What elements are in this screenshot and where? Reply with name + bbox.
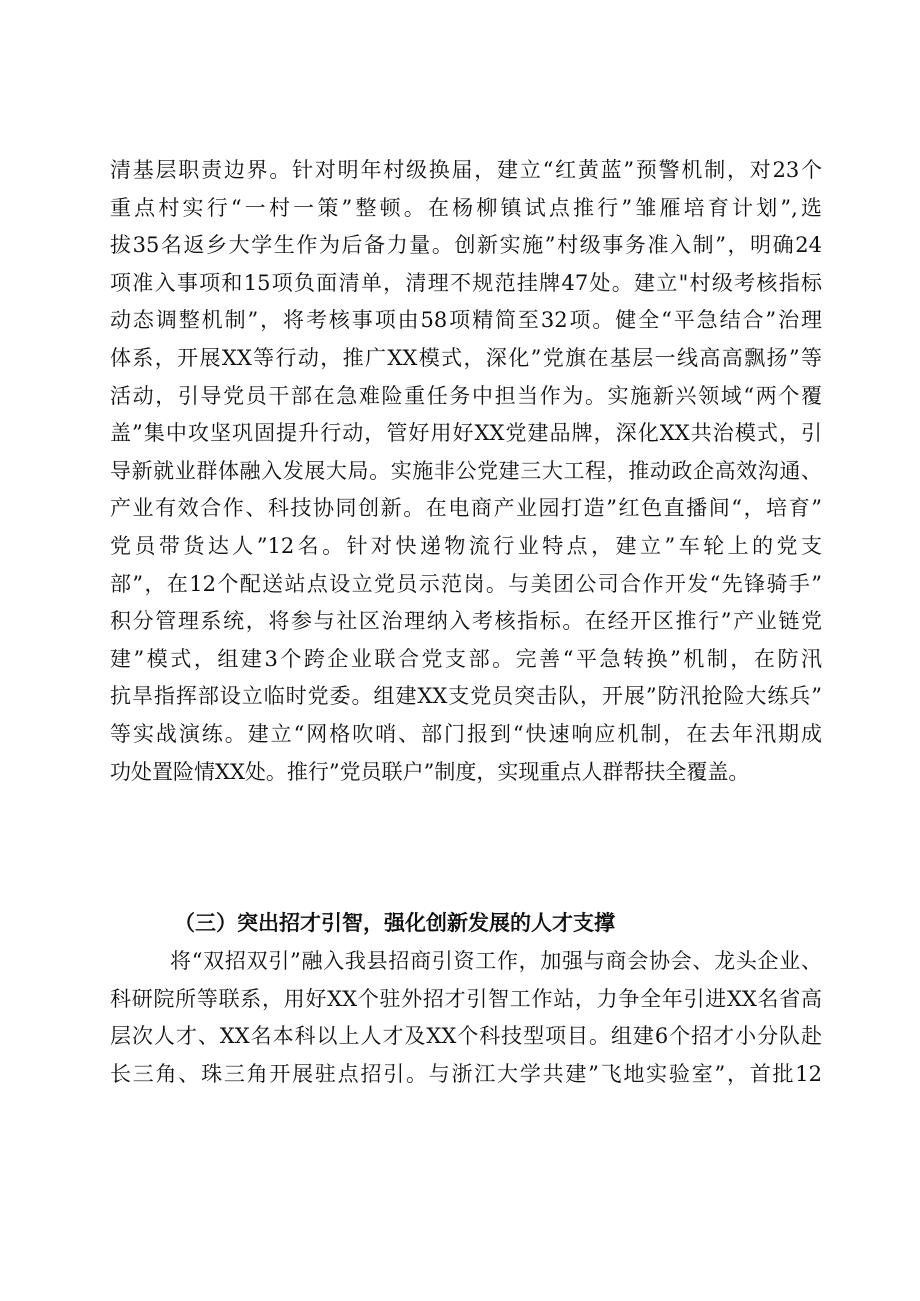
paragraph-1-line: 清基层职责边界。针对明年村级换届，建立“红黄蓝”预警机制，对23个 bbox=[110, 158, 822, 182]
paragraph-1-line: 功处置险情XX处。推行”党员联户”制度，实现重点人群帮扶全覆盖。 bbox=[110, 759, 750, 784]
paragraph-2-line: 层次人才、XX名本科以上人才及XX个科技型项目。组建6个招才小分队赴 bbox=[110, 1024, 822, 1049]
paragraph-2-line: 长三角、珠三角开展驻点招引。与浙江大学共建”飞地实验室”，首批12 bbox=[110, 1061, 822, 1086]
section-heading: （三）突出招才引智，强化创新发展的人才支撑 bbox=[174, 911, 615, 935]
paragraph-1-line: 抗旱指挥部设立临时党委。组建XX支党员突击队，开展”防汛抢险大练兵” bbox=[110, 684, 822, 709]
paragraph-1-line: 活动，引导党员干部在急难险重任务中担当作为。实施新兴领域“两个覆 bbox=[110, 383, 822, 408]
paragraph-2 bbox=[110, 943, 822, 1093]
paragraph-1-line: 拔35名返乡大学生作为后备力量。创新实施”村级事务准入制”，明确24 bbox=[110, 233, 822, 258]
paragraph-1-line: 部”，在12个配送站点设立党员示范岗。与美团公司合作开发“先锋骑手” bbox=[110, 571, 822, 596]
paragraph-2-line: 科研院所等联系，用好XX个驻外招才引智工作站，力争全年引进XX名省高 bbox=[110, 986, 822, 1011]
paragraph-1-line: 盖”集中攻坚巩固提升行动，管好用好XX党建品牌，深化XX共治模式，引 bbox=[110, 421, 822, 446]
paragraph-1-line: 等实战演练。建立“网格吹哨、部门报到“快速响应机制，在去年汛期成 bbox=[110, 721, 822, 746]
paragraph-1-line: 积分管理系统，将参与社区治理纳入考核指标。在经开区推行”产业链党 bbox=[110, 609, 822, 634]
paragraph-1-line: 导新就业群体融入发展大局。实施非公党建三大工程，推动政企高效沟通、 bbox=[110, 458, 822, 483]
paragraph-1-line: 项准入事项和15项负面清单，清理不规范挂牌47处。建立"村级考核指标 bbox=[110, 270, 822, 295]
paragraph-1-line: 动态调整机制”，将考核事项由58项精简至32项。健全“平急结合”治理 bbox=[110, 308, 822, 333]
paragraph-1 bbox=[110, 152, 822, 791]
paragraph-1-line: 党员带货达人”12名。针对快递物流行业特点，建立”车轮上的党支 bbox=[110, 533, 822, 558]
paragraph-1-line: 建”模式，组建3个跨企业联合党支部。完善“平急转换”机制，在防汛 bbox=[110, 646, 822, 671]
paragraph-1-line: 重点村实行“一村一策”整顿。在杨柳镇试点推行”雏雁培育计划”,选 bbox=[110, 195, 822, 220]
paragraph-1-line: 产业有效合作、科技协同创新。在电商产业园打造”红色直播间“，培育” bbox=[110, 496, 822, 521]
paragraph-2-line: 将“双招双引”融入我县招商引资工作，加强与商会协会、龙头企业、 bbox=[170, 949, 822, 973]
paragraph-1-line: 体系，开展XX等行动，推广XX模式，深化”党旗在基层一线高高飘扬”等 bbox=[110, 345, 822, 370]
